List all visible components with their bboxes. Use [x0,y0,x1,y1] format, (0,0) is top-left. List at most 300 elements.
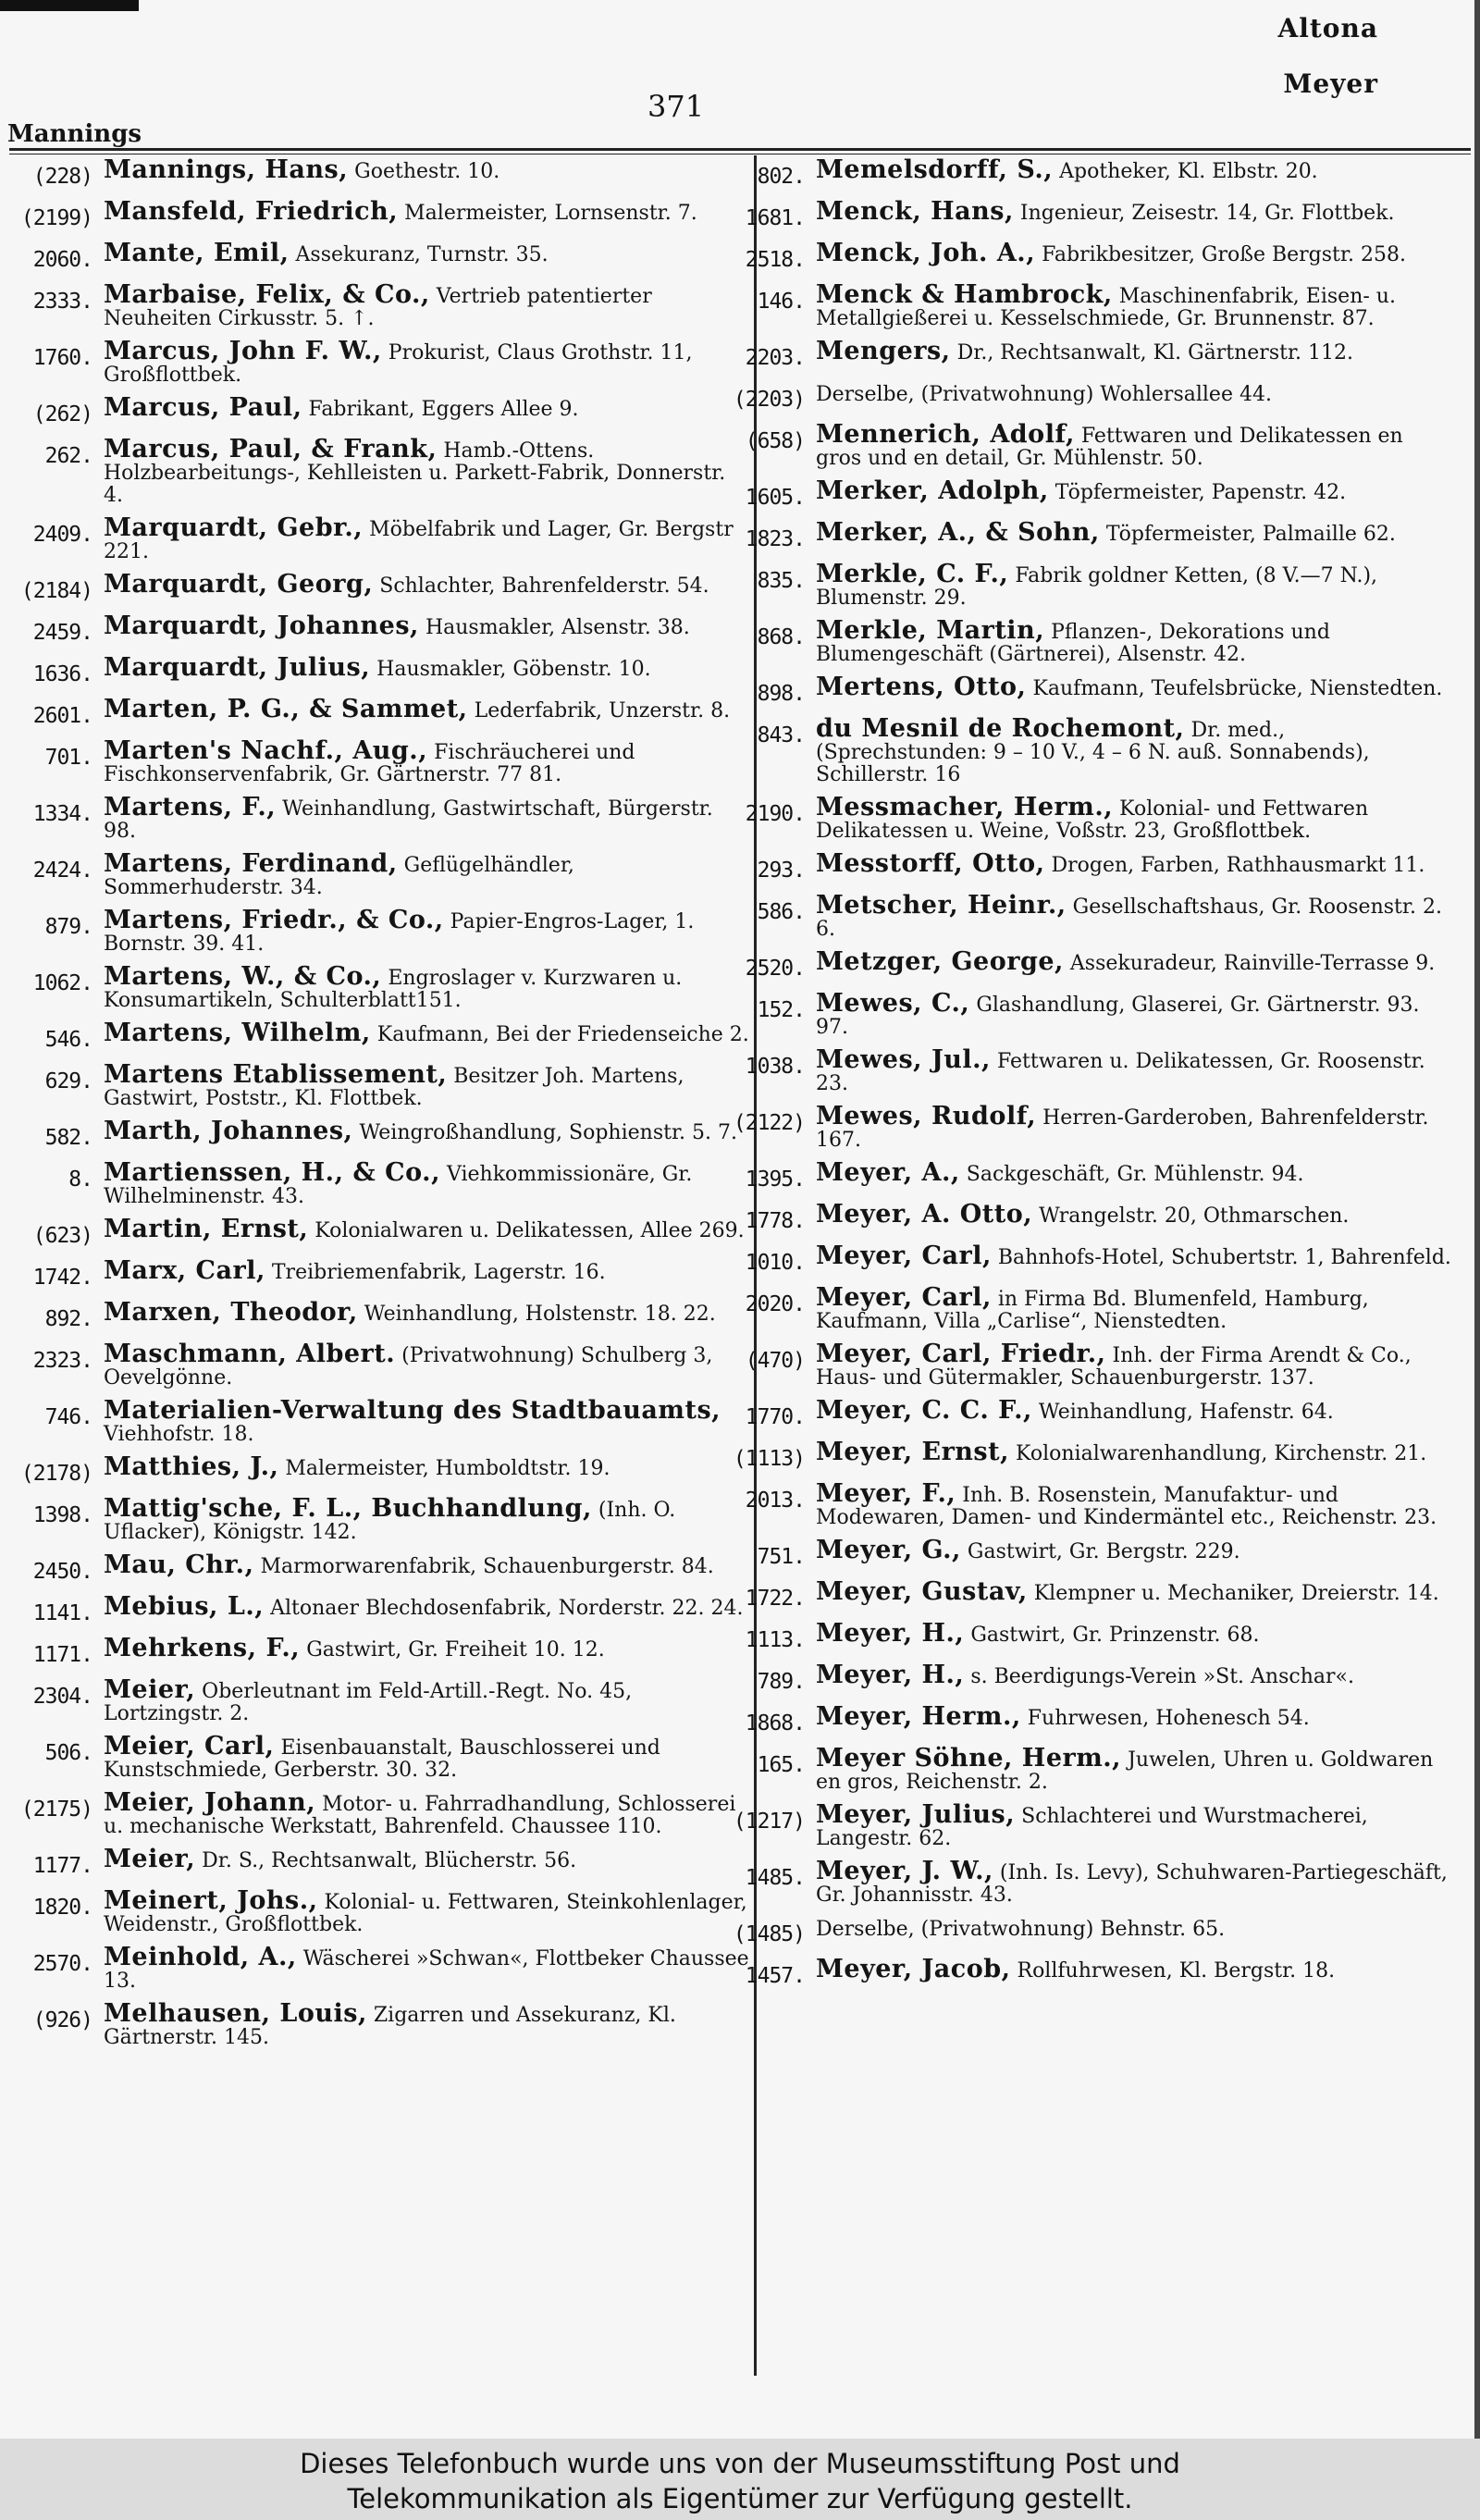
phone-number: 2518. [745,248,805,272]
directory-entry [0,437,749,507]
phone-number: (1113) [733,1447,805,1471]
subscriber-name: Marquardt, Johannes, [104,611,419,640]
directory-entry [712,1439,1452,1473]
subscriber-name: Meier, Carl, [104,1732,275,1760]
subscriber-details: Motor- u. Fahrradhandlung, Schlosserei u. mechanische Werkstatt, Bahrenfeld. Chaussee 110. [104,1793,736,1838]
entry-text [816,1859,1452,1907]
subscriber-details: Fabrikant, Eggers Allee 9. [308,398,579,421]
subscriber-name: Menck & Hambrock, [816,280,1113,309]
phone-number: 1760. [32,346,92,370]
subscriber-name: Meyer, Gustav, [816,1577,1028,1606]
directory-entry [712,1859,1452,1907]
entry-text [104,908,749,956]
directory-entry [0,2001,749,2049]
directory-entry [0,1217,749,1250]
subscriber-name: Meier, [104,1845,196,1873]
entry-text [104,1118,749,1144]
entry-text [104,1217,749,1242]
subscriber-details: Assekuranz, Turnstr. 35. [295,243,549,266]
phone-number: 1722. [745,1587,805,1611]
phone-number: (1485) [733,1922,805,1946]
entry-text [104,738,749,786]
phone-number: (1217) [733,1810,805,1834]
subscriber-details: Treibriemenfabrik, Lagerstr. 16. [271,1261,606,1284]
directory-entry [0,241,749,274]
subscriber-name: Martens, Friedr., & Co., [104,906,444,934]
directory-entry [0,157,749,191]
entry-text [104,1496,749,1544]
subscriber-name: Meyer, G., [816,1536,961,1564]
entry-text [816,562,1452,610]
subscriber-name: Messtorff, Otto, [816,849,1045,878]
phone-number: 1010. [745,1251,805,1275]
entry-text [816,1439,1452,1465]
subscriber-details: Fettwaren u. Delikatessen, Gr. Roosenstr. 23. [816,1050,1425,1095]
subscriber-details: Oberleutnant im Feld-Artill.-Regt. No. 45, Lortzingstr. 2. [104,1680,633,1725]
subscriber-name: Mattig'sche, F. L., Buchhandlung, [104,1494,592,1523]
directory-entry [712,1398,1452,1431]
directory-entry [712,1160,1452,1193]
subscriber-details: Hausmakler, Göbenstr. 10. [376,658,651,681]
directory-entry [0,1258,749,1291]
subscriber-name: Marquardt, Gebr., [104,513,364,542]
subscriber-details: Schlachterei und Wurstmacherei, Langestr. 62. [816,1805,1368,1850]
phone-number: (623) [32,1224,92,1248]
directory-entry [0,1118,749,1152]
entry-text [104,1454,749,1480]
directory-entry [712,1579,1452,1612]
entry-text [104,1677,749,1725]
directory-entry [0,1454,749,1488]
directory-entry [0,908,749,956]
subscriber-details: Altonaer Blechdosenfabrik, Norderstr. 22. 24. [270,1597,744,1620]
entry-text [816,1579,1452,1605]
subscriber-details: Viehkommissionäre, Gr. Wilhelminenstr. 43. [104,1163,693,1208]
subscriber-details: Assekuradeur, Rainville-Terrasse 9. [1069,952,1436,975]
directory-entry [0,515,749,563]
subscriber-details: Fischräucherei und Fischkonservenfabrik, Gr. Gärtnerstr. 77 81. [104,741,635,786]
entry-text [104,1790,749,1838]
subscriber-name: Martienssen, H., & Co., [104,1158,440,1187]
directory-entry [712,893,1452,941]
directory-entry [712,1662,1452,1696]
phone-number: 2060. [32,248,92,272]
phone-number: 1485. [745,1866,805,1890]
subscriber-details: Goethestr. 10. [354,160,500,183]
subscriber-name: Mante, Emil, [104,239,290,267]
entry-text [104,1398,749,1446]
subscriber-name: Meyer, C. C. F., [816,1396,1032,1425]
subscriber-name: Merkle, C. F., [816,560,1009,588]
phone-number: (2184) [20,579,92,603]
subscriber-name: Meyer, Julius, [816,1800,1016,1829]
phone-number: 262. [44,444,92,468]
subscriber-name: Marten's Nachf., Aug., [104,736,428,765]
subscriber-name: Mewes, Jul., [816,1045,991,1074]
entry-text [816,339,1452,364]
phone-number: (228) [32,165,92,189]
subscriber-name: Metzger, George, [816,947,1064,976]
left-column [0,157,749,2057]
directory-entry [0,1677,749,1725]
directory-entry [712,199,1452,232]
subscriber-name: Melhausen, Louis, [104,1999,367,2028]
phone-number: 2450. [32,1560,92,1584]
directory-entry [0,339,749,387]
subscriber-details: Fabrik goldner Ketten, (8 V.—7 N.), Blumenstr. 29. [816,564,1378,610]
entry-text [104,157,749,183]
phone-number: 2333. [32,290,92,314]
subscriber-name: Meyer Söhne, Herm., [816,1744,1122,1773]
subscriber-details: Gesellschaftshaus, Gr. Roosenstr. 2. 6. [816,896,1442,941]
directory-entry [712,520,1452,553]
directory-entry [712,1915,1452,1948]
subscriber-name: Meyer, Carl, [816,1241,992,1270]
subscriber-details: Wäscherei »Schwan«, Flottbeker Chaussee 13. [104,1947,749,1993]
phone-number: (2175) [20,1797,92,1822]
phone-number: 1820. [32,1896,92,1920]
directory-entry [0,1020,749,1054]
phone-number: 789. [757,1670,805,1694]
phone-number: 892. [44,1307,92,1331]
phone-number: 2013. [745,1489,805,1513]
entry-text [104,241,749,266]
subscriber-details: Fabrikbesitzer, Große Bergstr. 258. [1042,243,1406,266]
directory-entry [712,851,1452,884]
entry-text [816,1398,1452,1424]
entry-text [816,1243,1452,1269]
subscriber-name: Metscher, Heinr., [816,891,1067,920]
header-right-range: Meyer [1283,68,1378,99]
directory-entry [712,795,1452,843]
directory-entry [0,572,749,605]
subscriber-details: Gastwirt, Gr. Prinzenstr. 68. [970,1624,1260,1647]
phone-number: 582. [44,1126,92,1150]
directory-entry [0,1062,749,1110]
subscriber-name: Matthies, J., [104,1452,279,1481]
directory-entry [712,422,1452,470]
phone-number: 701. [44,746,92,770]
subscriber-name: Mau, Chr., [104,1550,254,1579]
phone-number: 2424. [32,859,92,883]
subscriber-name: Martens Etablissement, [104,1060,448,1089]
directory-entry [712,1202,1452,1235]
subscriber-details: Klempner u. Mechaniker, Dreierstr. 14. [1033,1582,1439,1605]
directory-entry [712,949,1452,982]
entry-text [816,1538,1452,1563]
entry-text [816,991,1452,1039]
subscriber-details: Ingenieur, Zeisestr. 14, Gr. Flottbek. [1019,202,1395,225]
entry-text [104,1160,749,1208]
subscriber-details: Kaufmann, Teufelsbrücke, Nienstedten. [1032,677,1443,700]
phone-number: 751. [757,1545,805,1569]
directory-entry [712,339,1452,372]
subscriber-details: Glashandlung, Glaserei, Gr. Gärtnerstr. 93. 97. [816,994,1420,1039]
phone-number: 1141. [32,1601,92,1625]
directory-entry [0,1398,749,1446]
header-rule [9,148,1471,151]
phone-number: (2122) [733,1111,805,1135]
entry-text [816,520,1452,546]
phone-number: 1868. [745,1711,805,1736]
entry-text [816,1662,1452,1688]
entry-text [816,795,1452,843]
entry-text [816,199,1452,225]
subscriber-details: in Firma Bd. Blumenfeld, Hamburg, Kaufmann, Villa „Carlise“, Nienstedten. [816,1288,1369,1333]
subscriber-name: Marxen, Theodor, [104,1298,358,1327]
directory-entry [0,851,749,899]
subscriber-details: Hausmakler, Alsenstr. 38. [425,616,690,639]
entry-text [816,1202,1452,1228]
entry-text [816,282,1452,330]
subscriber-details: Hamb.-Ottens. Holzbearbeitungs-, Kehlleisten u. Parkett-Fabrik, Donnerstr. 4. [104,439,726,507]
entry-text [816,1160,1452,1186]
subscriber-details: Kolonialwarenhandlung, Kirchenstr. 21. [1016,1442,1427,1465]
directory-entry [0,1160,749,1208]
header-left-range: Mannings [7,120,142,148]
subscriber-name: Martens, W., & Co., [104,962,382,991]
subscriber-name: Merker, A., & Sohn, [816,518,1100,547]
entry-text [816,241,1452,266]
phone-number: 8. [68,1167,92,1192]
directory-entry [712,618,1452,666]
subscriber-details: Apotheker, Kl. Elbstr. 20. [1059,160,1318,183]
phone-number: 802. [757,165,805,189]
entry-text [816,1341,1452,1390]
phone-number: 2459. [32,621,92,645]
subscriber-details: Zigarren und Assekuranz, Kl. Gärtnerstr. 145. [104,2004,676,2049]
subscriber-details: Malermeister, Lornsenstr. 7. [404,202,697,225]
directory-entry [0,1496,749,1544]
phone-number: (2203) [733,388,805,412]
phone-number: 1171. [32,1643,92,1667]
subscriber-name: Marcus, Paul, [104,393,302,422]
subscriber-details: (Privatwohnung) Schulberg 3, Oevelgönne. [104,1344,713,1390]
subscriber-details: Weinhandlung, Gastwirtschaft, Bürgerstr. 98. [104,797,713,843]
phone-number: 2570. [32,1952,92,1976]
subscriber-name: Martens, Ferdinand, [104,849,398,878]
subscriber-name: Mennerich, Adolf, [816,420,1075,449]
subscriber-details: (Inh. O. Uflacker), Königstr. 142. [104,1499,676,1544]
entry-text [816,1621,1452,1647]
directory-entry [0,613,749,647]
subscriber-name: Mewes, C., [816,989,970,1018]
subscriber-details: Prokurist, Claus Grothstr. 11, Großflottbek. [104,341,693,387]
subscriber-name: Meyer, H., [816,1661,965,1689]
subscriber-name: Memelsdorff, S., [816,155,1054,184]
directory-entry [0,1552,749,1586]
subscriber-details: Kolonial- und Fettwaren Delikatessen u. Weine, Voßstr. 23, Großflottbek. [816,797,1369,843]
phone-number: 1038. [745,1055,805,1079]
phone-number: (658) [745,429,805,453]
subscriber-name: Merker, Adolph, [816,476,1049,505]
phone-number: 1398. [32,1503,92,1527]
directory-entry [712,1481,1452,1529]
entry-text [104,437,749,507]
right-column [712,157,1452,1998]
page-number: 371 [648,89,705,124]
subscriber-name: Marcus, John F. W., [104,337,382,365]
phone-number: 1395. [745,1167,805,1192]
entry-text [816,380,1452,406]
subscriber-name: Menck, Hans, [816,197,1014,226]
subscriber-details: Pflanzen-, Dekorations und Blumengeschäft (Gärtnerei), Alsenstr. 42. [816,621,1330,666]
phone-number: 1457. [745,1964,805,1988]
subscriber-name: Messmacher, Herm., [816,793,1114,821]
subscriber-details: Kaufmann, Bei der Friedenseiche 2. [376,1023,749,1046]
subscriber-details: Gastwirt, Gr. Freiheit 10. 12. [306,1638,605,1661]
entry-text [816,1047,1452,1095]
phone-number: 2304. [32,1685,92,1709]
directory-entry [712,1047,1452,1095]
subscriber-details: Geflügelhändler, Sommerhuderstr. 34. [104,854,574,899]
directory-entry [712,1621,1452,1654]
entry-text [104,339,749,387]
entry-text [104,199,749,225]
phone-number: 1742. [32,1266,92,1290]
phone-number: 2601. [32,704,92,728]
entry-text [816,1746,1452,1794]
subscriber-details: Marmorwarenfabrik, Schauenburgerstr. 84. [260,1555,714,1578]
directory-entry [0,1888,749,1936]
subscriber-name: Meyer, Jacob, [816,1955,1011,1983]
subscriber-name: Mehrkens, F., [104,1634,301,1662]
subscriber-details: Weinhandlung, Holstenstr. 18. 22. [364,1303,716,1326]
entry-text [816,1285,1452,1333]
subscriber-details: Herren-Garderoben, Bahrenfelderstr. 167. [816,1106,1429,1152]
directory-entry [712,991,1452,1039]
phone-number: (2178) [20,1462,92,1486]
entry-text [104,851,749,899]
entry-text [816,716,1452,786]
phone-number: (926) [32,2008,92,2032]
entry-text [816,478,1452,504]
phone-number: (2199) [20,206,92,230]
subscriber-name: Marcus, Paul, & Frank, [104,435,438,463]
phone-number: 835. [757,569,805,593]
subscriber-name: Meyer, A., [816,1158,960,1187]
directory-entry [0,738,749,786]
subscriber-details: Dr., Rechtsanwalt, Kl. Gärtnerstr. 112. [956,341,1354,364]
subscriber-details: Wrangelstr. 20, Othmarschen. [1039,1204,1350,1228]
subscriber-name: Meyer, Ernst, [816,1438,1009,1466]
phone-number: 1177. [32,1854,92,1878]
entry-text [816,1915,1452,1941]
footer-line-1: Dieses Telefonbuch wurde uns von der Museumsstiftung Post und [300,2448,1180,2479]
directory-entry [712,282,1452,330]
subscriber-details: Rollfuhrwesen, Kl. Bergstr. 18. [1017,1959,1336,1983]
phone-number: 2409. [32,523,92,547]
phone-number: 1062. [32,971,92,995]
directory-entry [712,1704,1452,1737]
subscriber-details: Vertrieb patentierter Neuheiten Cirkusstr. 5. ↑. [104,285,652,330]
subscriber-name: Meyer, Carl, [816,1283,992,1312]
entry-text [816,1957,1452,1983]
phone-number: 1605. [745,486,805,510]
subscriber-name: Marx, Carl, [104,1256,265,1285]
subscriber-details: Töpfermeister, Papenstr. 42. [1054,481,1347,504]
subscriber-name: Marbaise, Felix, & Co., [104,280,430,309]
subscriber-details: Juwelen, Uhren u. Goldwaren en gros, Reichenstr. 2. [816,1748,1434,1794]
entry-text [816,851,1452,877]
phone-number: 293. [757,859,805,883]
subscriber-details: Drogen, Farben, Rathhausmarkt 11. [1051,854,1425,877]
directory-entry [712,157,1452,191]
subscriber-details: Fettwaren und Delikatessen en gros und en detail, Gr. Mühlenstr. 50. [816,425,1403,470]
subscriber-details: Weingroßhandlung, Sophienstr. 5. 7. [359,1121,738,1144]
phone-number: 843. [757,723,805,747]
directory-entry [0,1341,749,1390]
directory-entry [0,395,749,428]
subscriber-name: Meinert, Johs., [104,1886,318,1915]
directory-entry [712,562,1452,610]
subscriber-details: (Inh. Is. Levy), Schuhwaren-Partiegeschäft, Gr. Johannisstr. 43. [816,1861,1448,1907]
footer-notice [0,2439,1480,2520]
entry-text [104,282,749,330]
directory-entry [712,716,1452,786]
subscriber-name: Meyer, Herm., [816,1702,1021,1731]
subscriber-details: Maschinenfabrik, Eisen- u. Metallgießerei u. Kesselschmiede, Gr. Brunnenstr. 87. [816,285,1396,330]
entry-text [816,1481,1452,1529]
subscriber-details: Möbelfabrik und Lager, Gr. Bergstr 221. [104,518,734,563]
entry-text [104,1847,749,1872]
entry-text [104,2001,749,2049]
entry-text [816,157,1452,183]
subscriber-name: Mengers, [816,337,951,365]
phone-number: 1778. [745,1209,805,1233]
subscriber-name: Mansfeld, Friedrich, [104,197,399,226]
phone-number: 868. [757,625,805,649]
entry-text [104,1594,749,1620]
directory-entry [0,282,749,330]
subscriber-name: Martens, Wilhelm, [104,1019,371,1047]
phone-number: 2323. [32,1349,92,1373]
subscriber-name: Meyer, Carl, Friedr., [816,1340,1106,1368]
phone-number: 879. [44,915,92,939]
entry-text [104,1341,749,1390]
subscriber-name: Meinhold, A., [104,1943,297,1971]
subscriber-name: Meier, [104,1675,196,1704]
entry-text [816,949,1452,975]
subscriber-name: Merkle, Martin, [816,616,1045,645]
subscriber-details: Kolonialwaren u. Delikatessen, Allee 269. [314,1219,745,1242]
directory-entry [712,1957,1452,1990]
phone-number: (262) [32,402,92,426]
entry-text [104,1062,749,1110]
entry-text [104,795,749,843]
entry-text [104,1888,749,1936]
subscriber-name: Meyer, H., [816,1619,965,1648]
subscriber-name: Maschmann, Albert. [104,1340,396,1368]
phone-number: 746. [44,1405,92,1429]
subscriber-name: Meyer, F., [816,1479,956,1508]
subscriber-details: Malermeister, Humboldtstr. 19. [285,1457,610,1480]
directory-entry [712,241,1452,274]
phone-number: 152. [757,998,805,1022]
subscriber-details: Engroslager v. Kurzwaren u. Konsumartikeln, Schulterblatt151. [104,967,683,1012]
subscriber-details: Besitzer Joh. Martens, Gastwirt, Poststr., Kl. Flottbek. [104,1065,684,1110]
entry-text [104,1636,749,1661]
phone-number: 898. [757,682,805,706]
subscriber-details: Schlachter, Bahrenfelderstr. 54. [379,574,709,598]
subscriber-name: Marth, Johannes, [104,1117,353,1145]
subscriber-details: s. Beerdigungs-Verein »St. Anschar«. [970,1665,1354,1688]
phone-number: 586. [757,900,805,924]
subscriber-name: Marquardt, Georg, [104,570,374,599]
subscriber-details: Derselbe, (Privatwohnung) Behnstr. 65. [816,1918,1226,1941]
subscriber-name: Menck, Joh. A., [816,239,1036,267]
phone-number: 2020. [745,1292,805,1316]
